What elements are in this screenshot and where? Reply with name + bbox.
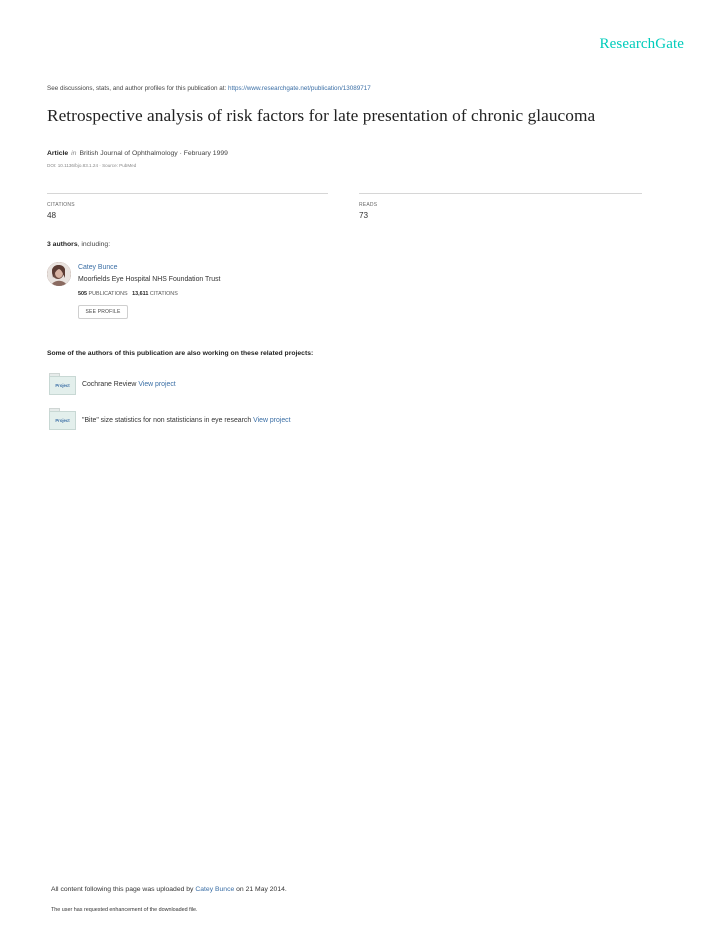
project-folder-icon[interactable] <box>49 373 76 395</box>
uploaded-suffix: on 21 May 2014. <box>234 886 287 893</box>
uploaded-note <box>51 886 287 893</box>
author-affiliation: Moorfields Eye Hospital NHS Foundation Trust <box>78 276 221 283</box>
project-name: "Bite" size statistics for non statisticians in eye research <box>82 417 252 424</box>
author-avatar[interactable] <box>47 262 71 286</box>
article-type: Article <box>47 150 69 157</box>
author-stats <box>78 291 178 297</box>
doi-source: DOI: 10.1136/bjo.83.1.24 · Source: PubMed <box>47 163 137 168</box>
view-project-link[interactable]: View project <box>138 381 176 388</box>
citations-value: 48 <box>47 211 57 220</box>
uploader-link[interactable]: Catey Bunce <box>195 886 235 893</box>
authors-count: 3 authors <box>47 241 78 248</box>
in-word: in <box>71 150 77 157</box>
project-icon-label: Project <box>49 411 76 430</box>
project-folder-icon[interactable] <box>49 408 76 430</box>
divider-right <box>359 193 642 194</box>
author-publications-count: 505 <box>78 291 87 297</box>
citations-label: CITATIONS <box>47 202 75 208</box>
author-name-link[interactable]: Catey Bunce <box>78 264 118 271</box>
see-discussions-line <box>47 85 371 92</box>
publication-url-link[interactable]: https://www.researchgate.net/publication/13089717 <box>227 85 371 92</box>
paper-meta <box>47 150 228 157</box>
uploaded-prefix: All content following this page was uploaded by <box>51 886 196 893</box>
see-profile-button[interactable]: SEE PROFILE <box>78 305 128 319</box>
project-icon-label: Project <box>49 376 76 395</box>
authors-including: , including: <box>77 241 111 248</box>
project-item <box>82 381 176 388</box>
author-publications-label: PUBLICATIONS <box>88 291 128 297</box>
journal-date: British Journal of Ophthalmology · February 1999 <box>79 150 228 157</box>
author-citations-label: CITATIONS <box>149 291 178 297</box>
paper-title: Retrospective analysis of risk factors for late presentation of chronic glaucoma <box>47 106 596 125</box>
project-item <box>82 417 291 424</box>
project-name: Cochrane Review <box>82 381 137 388</box>
reads-value: 73 <box>359 211 369 220</box>
see-discussions-text: See discussions, stats, and author profiles for this publication at: <box>47 85 228 92</box>
avatar-portrait-icon <box>47 262 71 286</box>
reads-label: READS <box>359 202 378 208</box>
divider-left <box>47 193 328 194</box>
related-projects-heading: Some of the authors of this publication are also working on these related projects: <box>47 350 314 357</box>
author-citations-count: 13,611 <box>132 291 149 297</box>
researchgate-logo[interactable]: ResearchGate <box>599 36 684 52</box>
view-project-link[interactable]: View project <box>253 417 291 424</box>
requested-enhancement-note: The user has requested enhancement of the downloaded file. <box>51 907 198 913</box>
authors-heading <box>47 241 110 248</box>
